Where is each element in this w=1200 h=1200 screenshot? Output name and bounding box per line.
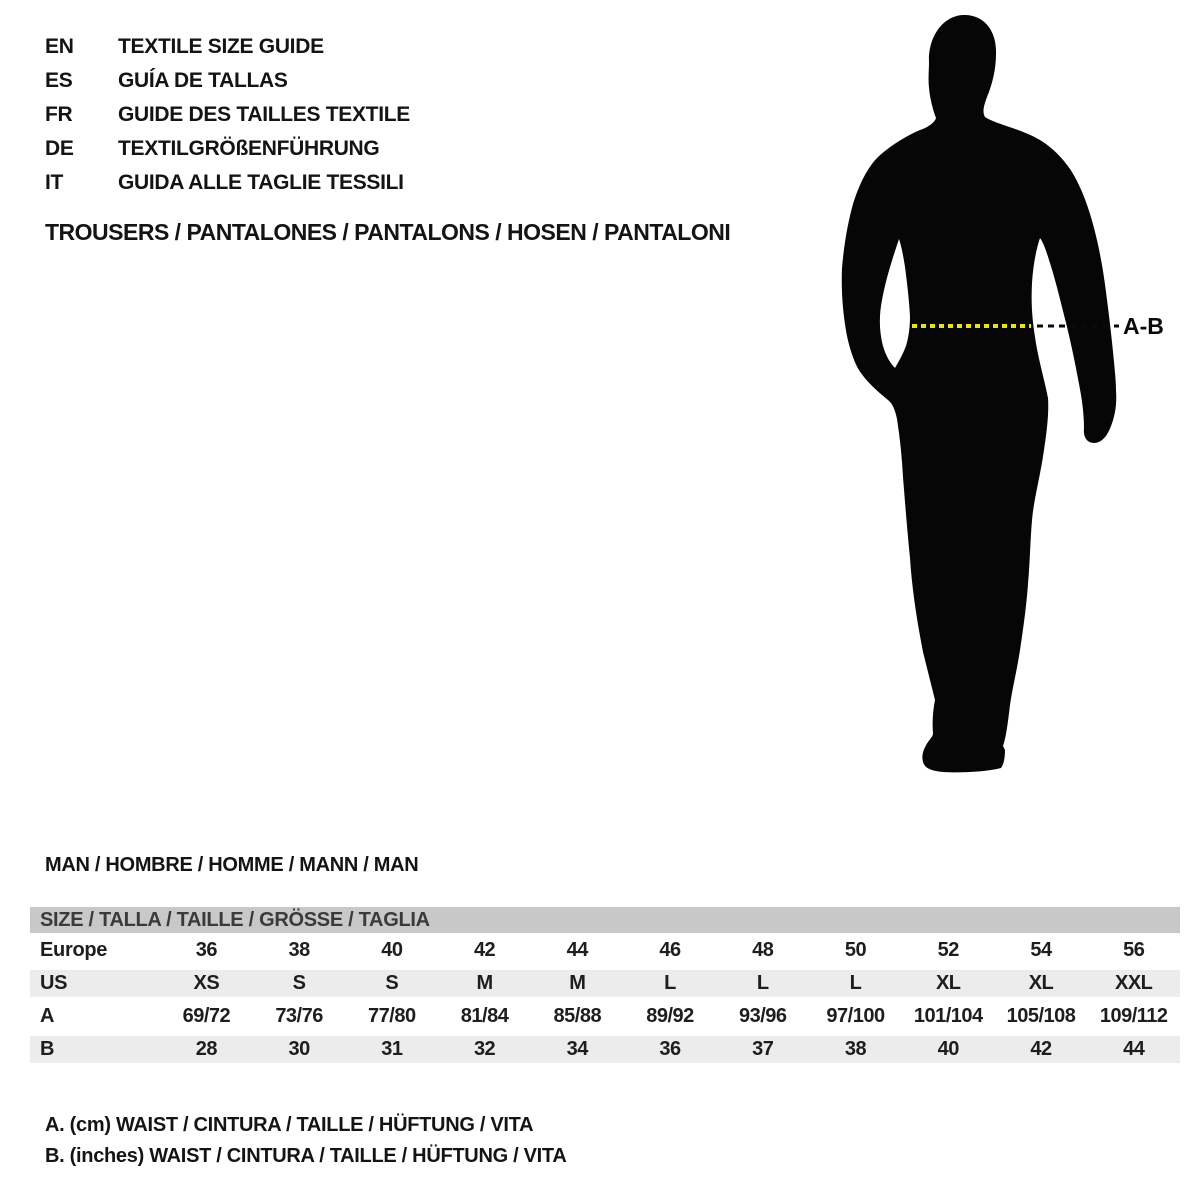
size-cell: 48 [752, 939, 774, 961]
size-cell: 101/104 [913, 1005, 983, 1027]
size-cell: 105/108 [1006, 1005, 1076, 1027]
size-table [30, 907, 1180, 1066]
language-header [45, 30, 410, 200]
size-cell: 40 [937, 1038, 959, 1060]
language-code: IT [45, 171, 64, 194]
size-cell: S [385, 972, 399, 994]
size-cell: 42 [473, 939, 496, 961]
size-cell: 38 [288, 939, 310, 961]
section-title: MAN / HOMBRE / HOMME / MANN / MAN [45, 854, 419, 876]
language-title: TEXTILGRÖßENFÜHRUNG [118, 137, 380, 160]
language-row [45, 98, 410, 132]
size-cell: 28 [195, 1038, 217, 1060]
size-cell: 73/76 [275, 1005, 323, 1027]
language-title: GUÍA DE TALLAS [118, 69, 288, 92]
footnotes [45, 1110, 567, 1172]
size-cell: XL [1028, 972, 1054, 994]
language-code: ES [45, 69, 73, 92]
size-cell: 30 [288, 1038, 310, 1060]
language-code: FR [45, 103, 73, 126]
language-title: GUIDE DES TAILLES TEXTILE [118, 103, 410, 126]
size-cell: 69/72 [182, 1005, 231, 1027]
row-label: Europe [40, 939, 108, 961]
size-cell: 56 [1123, 939, 1145, 961]
size-cell: 34 [566, 1038, 588, 1060]
size-cell: 77/80 [368, 1005, 416, 1027]
size-cell: 93/96 [738, 1005, 787, 1027]
size-cell: XXL [1115, 972, 1153, 994]
size-cell: 50 [844, 939, 867, 961]
size-cell: 36 [659, 1038, 681, 1060]
size-cell: 40 [381, 939, 403, 961]
size-table-header: SIZE / TALLA / TAILLE / GRÖSSE / TAGLIA [30, 907, 1180, 933]
table-row [30, 934, 1180, 967]
garment-title: TROUSERS / PANTALONES / PANTALONS / HOSEN / PANTALONI [45, 219, 731, 245]
size-cell: L [849, 972, 862, 994]
man-silhouette [842, 15, 1117, 772]
language-title: TEXTILE SIZE GUIDE [118, 35, 324, 58]
size-cell: 46 [659, 939, 681, 961]
size-cell: 38 [844, 1038, 867, 1060]
footnote: B. (inches) WAIST / CINTURA / TAILLE / HÜFTUNG / VITA [45, 1145, 567, 1167]
size-cell: XS [193, 972, 220, 994]
size-figure [810, 0, 1200, 790]
size-cell: 85/88 [553, 1005, 602, 1027]
size-cell: 44 [566, 939, 588, 961]
table-row [30, 967, 1180, 1000]
row-label: B [40, 1038, 55, 1060]
size-cell: 109/112 [1099, 1005, 1168, 1027]
table-row [30, 1000, 1180, 1033]
language-row [45, 132, 410, 166]
language-row [45, 30, 410, 64]
size-table-body [30, 934, 1180, 1066]
size-cell: 44 [1123, 1038, 1145, 1060]
row-label: US [40, 972, 68, 994]
size-cell: XL [935, 972, 961, 994]
size-cell: M [569, 972, 586, 994]
size-cell: 31 [381, 1038, 403, 1060]
size-cell: 32 [473, 1038, 496, 1060]
size-cell: L [756, 972, 769, 994]
size-cell: 52 [937, 939, 959, 961]
footnote: A. (cm) WAIST / CINTURA / TAILLE / HÜFTUNG / VITA [45, 1114, 534, 1136]
language-row [45, 166, 410, 200]
size-cell: 37 [752, 1038, 774, 1060]
waist-measure-label: A-B [1123, 313, 1164, 339]
size-cell: 97/100 [826, 1005, 885, 1027]
table-row [30, 1033, 1180, 1066]
size-cell: 42 [1030, 1038, 1052, 1060]
language-code: EN [45, 35, 74, 58]
size-cell: 36 [195, 939, 217, 961]
language-row [45, 64, 410, 98]
size-cell: 81/84 [460, 1005, 509, 1027]
language-code: DE [45, 137, 74, 160]
language-title: GUIDA ALLE TAGLIE TESSILI [118, 171, 404, 194]
size-cell: 89/92 [646, 1005, 694, 1027]
man-silhouette-svg [810, 0, 1200, 790]
size-cell: M [476, 972, 493, 994]
size-cell: L [664, 972, 676, 994]
size-cell: S [292, 972, 306, 994]
size-cell: 54 [1030, 939, 1052, 961]
row-label: A [40, 1005, 55, 1027]
